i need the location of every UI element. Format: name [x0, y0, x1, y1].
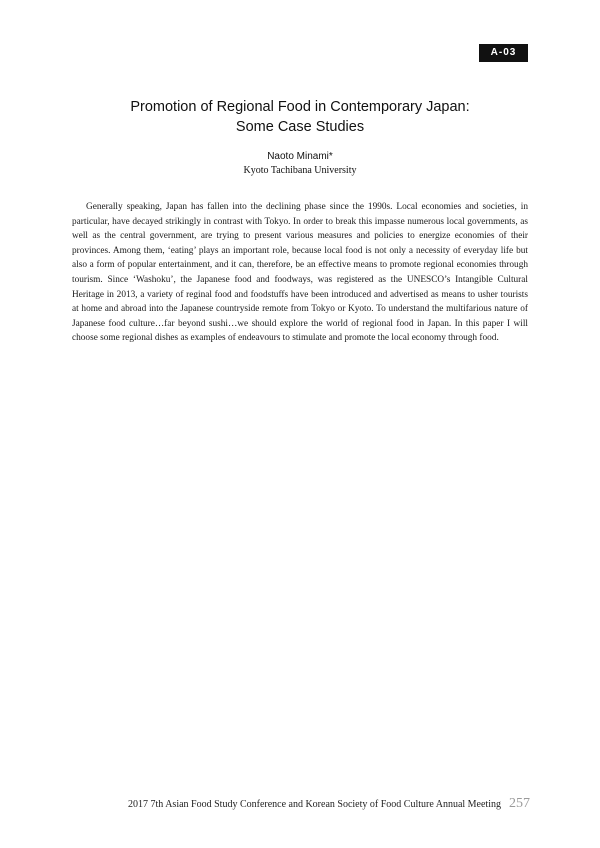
abstract-paragraph: Generally speaking, Japan has fallen into the declining phase since the 1990s. Local economies and societies, in particular, have decayed strikingly in contrast with Tokyo. In order to break this impasse numerous local governments, as well as the central government, are trying to present various measures and policies to energize economies of their provinces. Among them, ‘eating’ plays an important role, because local food is not only a necessity of everyday life but also a form of popular entertainment, and it can, therefore, be an effective means to promote regional economies through tourism. Since ‘Washoku’, the Japanese food and foodways, was registered as the UNESCO’s Intangible Cultural Heritage in 2013, a variety of reginal food and foodstuffs have been introduced and advertised as means to usher tourists at home and abroad into the Japanese countryside remote from Tokyo or Kyoto. To understand the multifarious nature of Japanese food culture…far beyond sushi…we should explore the world of regional food in Japan. In this paper I will choose some regional dishes as examples of endeavours to stimulate and promote the local economy through food. [72, 202, 528, 344]
paper-title [60, 97, 540, 137]
page-footer [60, 794, 530, 812]
paper-title-line-1: Promotion of Regional Food in Contemporary Japan: [130, 99, 470, 115]
conference-name: 2017 7th Asian Food Study Conference and Korean Society of Food Culture Annual Meeting [127, 799, 501, 810]
paper-code-badge: A-03 [479, 44, 528, 62]
author-affiliation: Kyoto Tachibana University [243, 165, 357, 176]
paper-title-line-2: Some Case Studies [235, 119, 365, 135]
author-block [60, 150, 540, 178]
author-name: Naoto Minami* [267, 151, 333, 162]
page-number: 257 [509, 796, 530, 811]
